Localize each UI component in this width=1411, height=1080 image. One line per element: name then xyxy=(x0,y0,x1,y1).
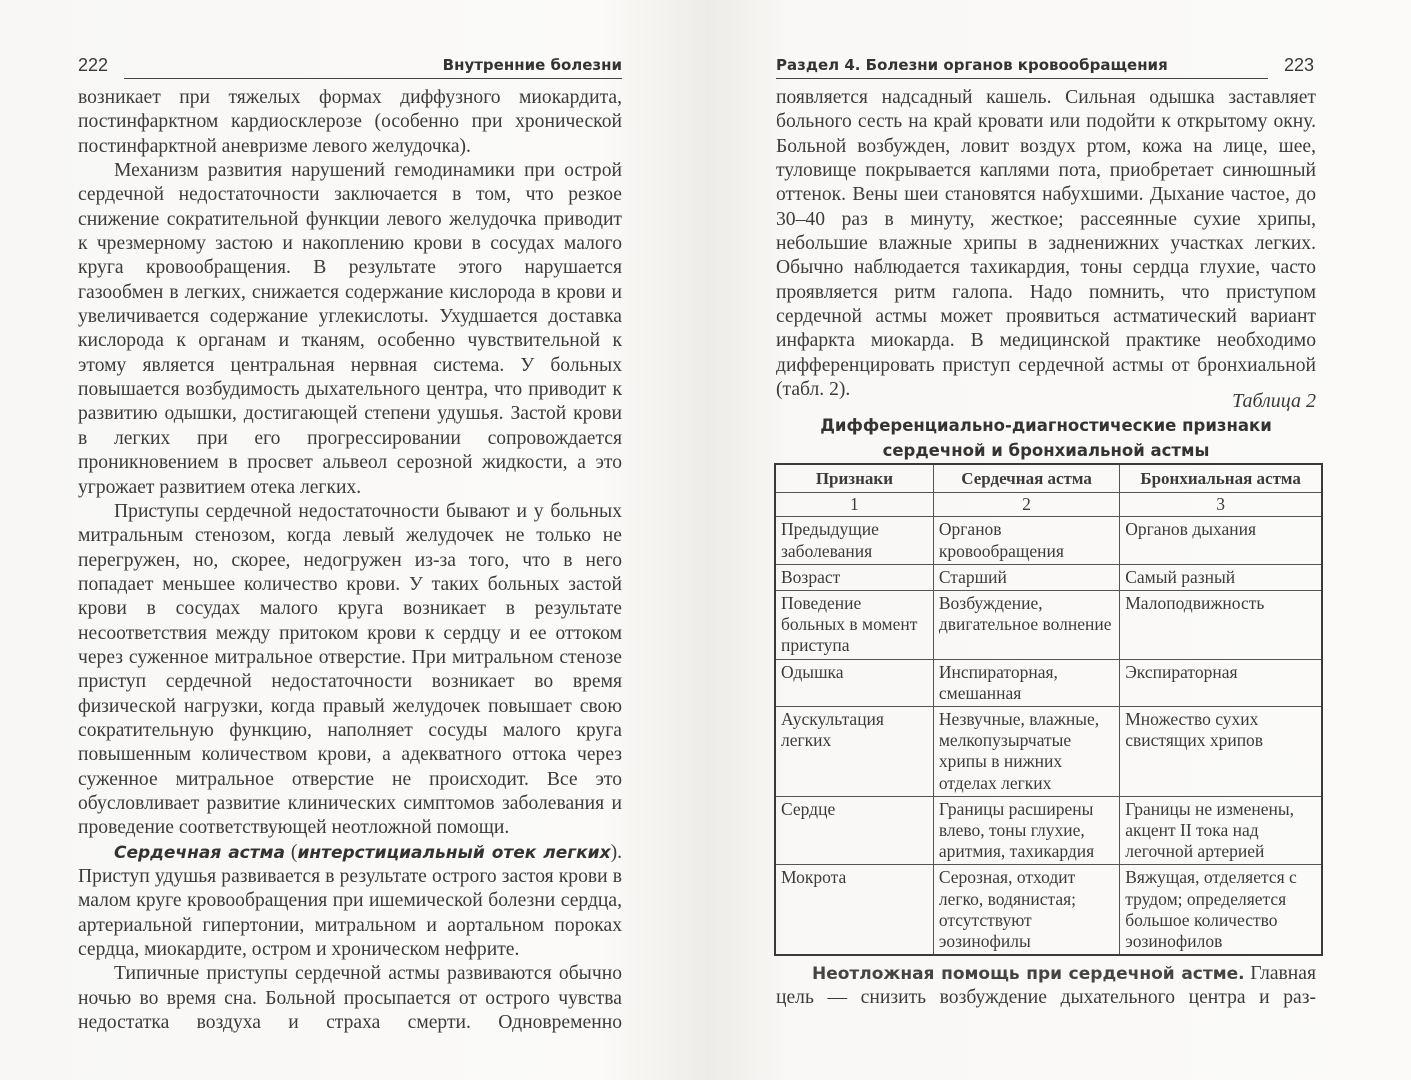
table-cell: Серозная, отходит легко, водянистая; отсутствуют эозинофилы xyxy=(933,865,1119,955)
paragraph: Типичные приступы сердечной астмы развиваются обычно ночью во время сна. Больной просыпается от острого чувства недостатка воздуха и страха смерти. Одновременно xyxy=(78,963,622,1034)
section-cardiac-asthma xyxy=(78,841,622,963)
left-body-text xyxy=(78,86,622,1035)
table-cell: Экспираторная xyxy=(1120,659,1322,706)
table-cell: Одышка xyxy=(775,659,933,706)
table-cell: Границы не изменены, акцент II тока над легочной артерией xyxy=(1120,796,1322,865)
section-text: . Приступ удушья развивается в результате острого застоя крови в малом круге кровообращения при ишемической болезни сердца, артериальной гипертонии, митральном и аортальном пороках сердца, миокардите, остром и хроническом нефрите. xyxy=(78,841,622,961)
column-header: Сердечная астма xyxy=(933,464,1119,493)
table-caption-line: сердечной и бронхиальной астмы xyxy=(882,441,1210,460)
table-cell: Малоподвижность xyxy=(1120,591,1322,660)
table-cell: Возраст xyxy=(775,564,933,590)
section-heading-sub: интерстициальный отек легких xyxy=(297,842,611,863)
table-row xyxy=(775,659,1322,706)
running-head-left xyxy=(124,50,622,79)
heading-paren: ) xyxy=(610,841,618,863)
table-caption-line: Дифференциально-диагностические признаки xyxy=(820,416,1272,435)
table-cell: Мокрота xyxy=(775,865,933,955)
page-number-right: 223 xyxy=(1284,55,1315,75)
table-header-row xyxy=(775,464,1322,493)
paragraph: Механизм развития нарушений гемодинамики при острой сердечной недостаточности заключается в том, что резкое снижение сократительной функции левого желудочка приводит к чрезмерному застою и накоплению крови в сосудах малого круга кровообращения. В результате этого нарушается газообмен в легких, снижается содержание кислорода в крови и увеличивается содержание углекислоты. Ухудшается доставка кислорода к органам и тканям, особенно чувствительной к этому является центральная нервная система. У больных повышается возбудимость дыхательного центра, что приводит к развитию одышки, достигающей степени удушья. Застой крови в легких при его прогрессировании сопровождается проникновением в просвет альвеол серозной жидкости, а это угрожает развитием отека легких. xyxy=(78,160,622,498)
section-heading: Сердечная астма xyxy=(114,842,285,863)
table-cell: Старший xyxy=(933,564,1119,590)
table-cell: Незвучные, влажные, мелкопузырчатые хрипы в нижних отделах легких xyxy=(933,707,1119,797)
table-cell: Границы расширены влево, тоны глухие, аритмия, тахикардия xyxy=(933,796,1119,865)
table-cell: Инспираторная, смешанная xyxy=(933,659,1119,706)
column-number: 3 xyxy=(1120,493,1322,517)
paragraph: Приступы сердечной недостаточности бывают и у больных митральным стенозом, когда левый желудочек не только не перегружен, но, скорее, недогружен из-за того, что в него попадает меньшее количество крови. У таких больных застой крови в сосудах малого круга возникает в результате несоответствия между притоком крови к сердцу и ее оттоком через суженное митральное отверстие. При митральном стенозе приступ сердечной недостаточности возникает во время физической нагрузки, когда правый желудочек повышает свою сократительную функцию, наполняет сосуды малого круга повышенным количеством крови, а адекватного оттока через суженное митральное отверстие не происходит. Все это обусловливает развитие клинических симптомов заболевания и проведение соответствующей неотложной помощи. xyxy=(78,500,622,839)
right-body-text xyxy=(776,86,1316,402)
table-row xyxy=(775,591,1322,660)
table-row xyxy=(775,865,1322,955)
running-head-right xyxy=(776,50,1268,79)
running-head-title-right: Раздел 4. Болезни органов кровообращения xyxy=(776,56,1168,74)
table-cell: Поведение больных в момент приступа xyxy=(775,591,933,660)
paragraph: возникает при тяжелых формах диффузного миокардита, постинфарктном кардиосклерозе (особенно при хронической постинфарктной аневризме левого желудочка). xyxy=(78,87,622,157)
table-cell: Возбуждение, двигательное волнение xyxy=(933,591,1119,660)
paragraph: появляется надсадный кашель. Сильная одышка заставляет больного сесть на край кровати или подойти к открытому окну. Больной возбужден, ловит воздух ртом, кожа на лице, шее, туловище покрывается каплями пота, приобретает синюшный оттенок. Вены шеи становятся набухшими. Дыхание частое, до 30–40 раз в минуту, жесткое; рассеянные сухие хрипы, небольшие влажные хрипы в задненижних участках легких. Обычно наблюдается тахикардия, тоны сердца глухие, часто проявляется ритм галопа. Надо помнить, что приступом сердечной астмы может проявиться астматический вариант инфаркта миокарда. В медицинской практике необходимо дифференцировать приступ сердечной астмы от бронхиальной (табл. 2). xyxy=(776,87,1316,401)
diagnostic-table xyxy=(774,463,1323,956)
table-row xyxy=(775,564,1322,590)
paragraph xyxy=(776,962,1316,1011)
table-cell: Предыдущие заболевания xyxy=(775,517,933,564)
table-row xyxy=(775,707,1322,797)
table-label: Таблица 2 xyxy=(1232,390,1316,412)
table-cell: Сердце xyxy=(775,796,933,865)
column-number: 2 xyxy=(933,493,1119,517)
table-cell: Органов кровообращения xyxy=(933,517,1119,564)
left-page xyxy=(0,0,705,1080)
table-cell: Органов дыхания xyxy=(1120,517,1322,564)
table-cell: Множество сухих свистящих хрипов xyxy=(1120,707,1322,797)
heading-paren: ( xyxy=(284,841,298,863)
table-caption xyxy=(776,413,1316,463)
table-cell: Самый разный xyxy=(1120,564,1322,590)
emergency-heading: Неотложная помощь при сердечной астме. xyxy=(812,964,1245,984)
running-head-title-left: Внутренние болезни xyxy=(442,56,622,74)
emergency-section xyxy=(776,962,1316,1011)
page-number-left: 222 xyxy=(78,55,109,75)
emergency-text: Главная цель — снизить возбуждение дыхательного центра и раз- xyxy=(776,963,1316,1009)
column-header: Бронхиальная астма xyxy=(1120,464,1322,493)
table-cell: Вяжущая, отделяется с трудом; определяется большое количество эозинофилов xyxy=(1120,865,1322,955)
table-row xyxy=(775,796,1322,865)
table-row xyxy=(775,517,1322,564)
column-number-row xyxy=(775,493,1322,517)
column-number: 1 xyxy=(775,493,933,517)
column-header: Признаки xyxy=(775,464,933,493)
table-cell: Аускультация легких xyxy=(775,707,933,797)
